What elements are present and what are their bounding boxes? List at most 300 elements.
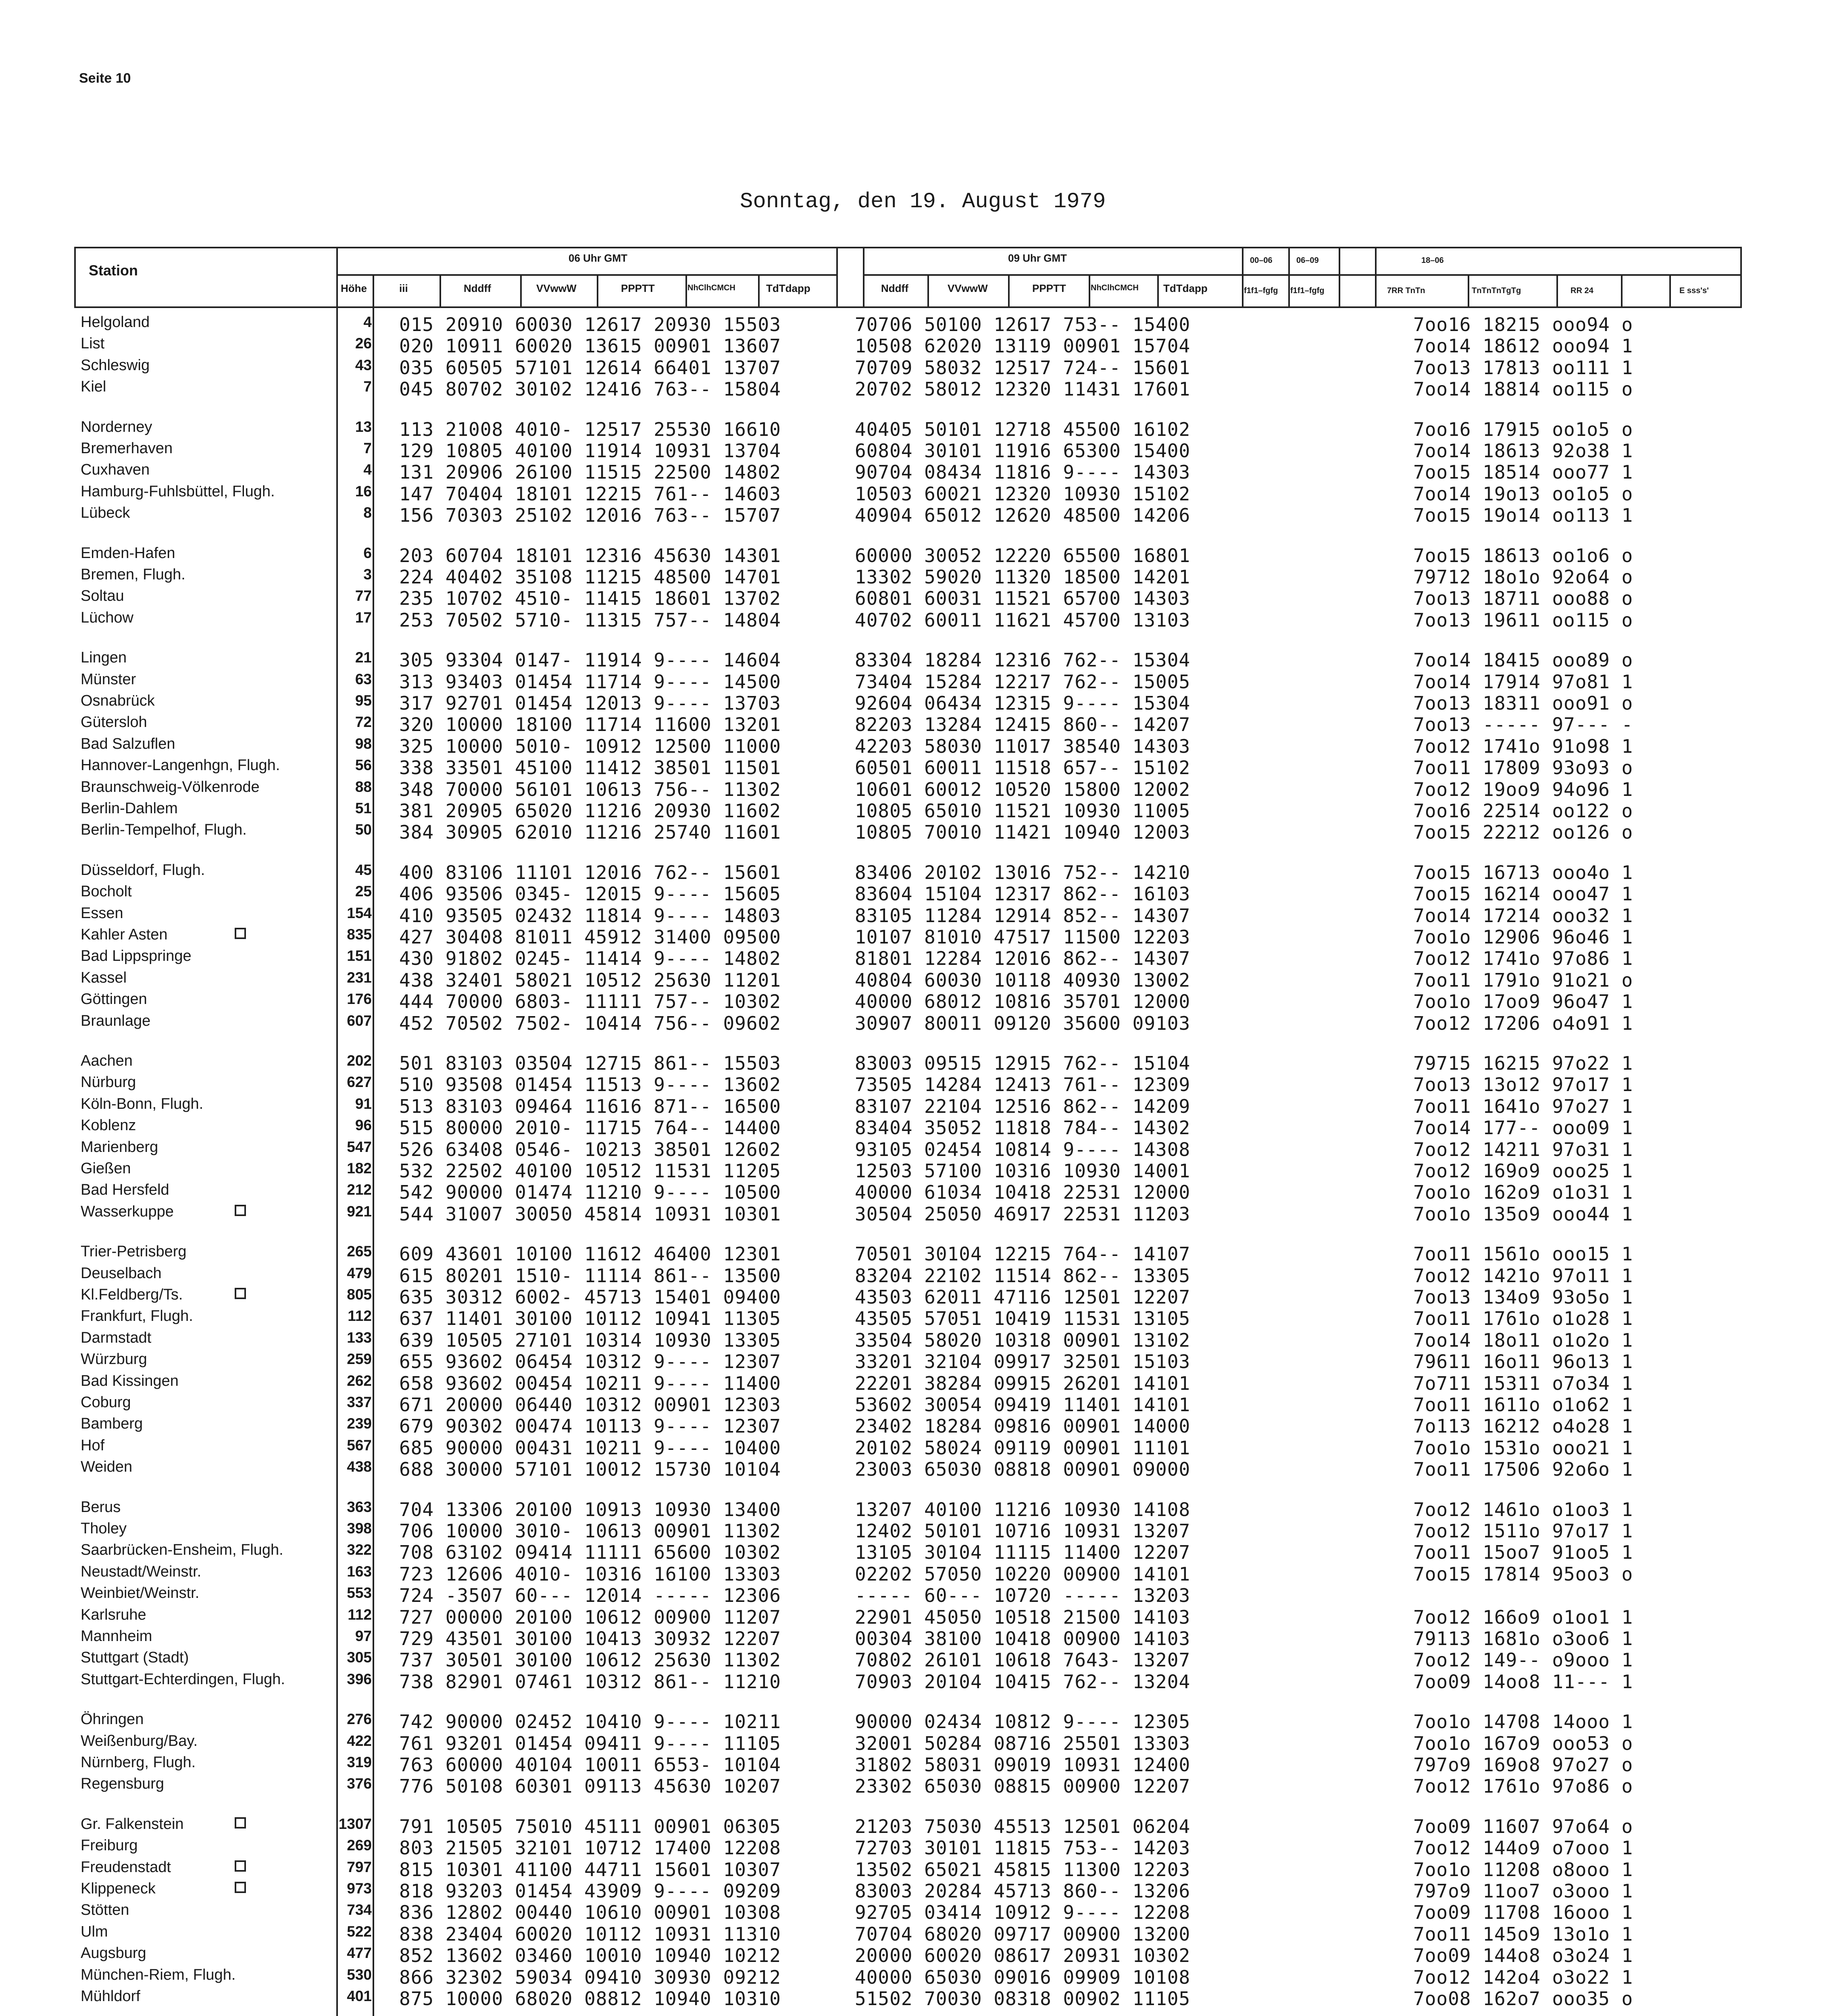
table-row <box>0 587 1833 610</box>
table-row <box>0 692 1833 714</box>
station-name: Karlsruhe <box>81 1606 146 1623</box>
obs-18-06: 7oo11 17506 92o6o 1 <box>1413 1458 1633 1481</box>
obs-09-utc: 42203 58030 11017 38540 14303 <box>855 735 1191 757</box>
obs-09-utc: 60801 60031 11521 65700 14303 <box>855 587 1191 610</box>
obs-18-06: 7oo11 145o9 13o1o 1 <box>1413 1923 1633 1945</box>
obs-18-06: 7oo08 162o7 ooo35 o <box>1413 1988 1633 2010</box>
obs-09-utc: 10601 60012 10520 15800 12002 <box>855 778 1191 800</box>
station-height: 88 <box>355 778 372 795</box>
station-name: München-Riem, Flugh. <box>81 1966 236 1983</box>
obs-18-06: 7oo12 169o9 ooo25 1 <box>1413 1160 1633 1182</box>
table-row <box>0 969 1833 991</box>
obs-18-06: 79712 18o1o 92o64 o <box>1413 566 1633 588</box>
obs-06-utc: 020 10911 60020 13615 00901 13607 <box>399 335 781 357</box>
obs-18-06: 7oo11 17809 93o93 o <box>1413 757 1633 779</box>
station-height: 553 <box>347 1585 372 1602</box>
obs-09-utc: 10805 70010 11421 10940 12003 <box>855 821 1191 843</box>
table-row <box>0 1880 1833 1902</box>
obs-06-utc: 688 30000 57101 10012 15730 10104 <box>399 1458 781 1481</box>
obs-06-utc: 526 63408 0546- 10213 38501 12602 <box>399 1138 781 1160</box>
obs-18-06: 7oo09 11708 16ooo 1 <box>1413 1901 1633 1924</box>
obs-09-utc: 83107 22104 12516 862-- 14209 <box>855 1095 1191 1117</box>
station-name: Helgoland <box>81 314 150 331</box>
obs-06-utc: 035 60505 57101 12614 66401 13707 <box>399 356 781 379</box>
obs-18-06: 7oo1o 14708 14ooo 1 <box>1413 1711 1633 1733</box>
obs-09-utc: 22201 38284 09915 26201 14101 <box>855 1372 1191 1394</box>
station-name: Göttingen <box>81 991 147 1008</box>
obs-06-utc: 544 31007 30050 45814 10931 10301 <box>399 1203 781 1225</box>
table-row <box>0 1775 1833 1797</box>
station-name: Koblenz <box>81 1117 136 1134</box>
obs-18-06: 7oo11 15oo7 91oo5 1 <box>1413 1541 1633 1564</box>
station-name: Klippeneck <box>81 1880 156 1897</box>
station-height: 45 <box>355 861 372 878</box>
page-label: Seite 10 <box>79 71 131 86</box>
obs-18-06: 7oo12 166o9 o1oo1 1 <box>1413 1606 1633 1628</box>
obs-06-utc: 410 93505 02432 11814 9---- 14803 <box>399 904 781 927</box>
station-height: 202 <box>347 1052 372 1069</box>
station-height: 6 <box>363 544 372 561</box>
station-height: 322 <box>347 1541 372 1558</box>
obs-06-utc: 348 70000 56101 10613 756-- 11302 <box>399 778 781 800</box>
obs-18-06: 7oo09 14oo8 11--- 1 <box>1413 1670 1633 1693</box>
table-row <box>0 440 1833 462</box>
obs-06-utc: 706 10000 3010- 10613 00901 11302 <box>399 1520 781 1542</box>
obs-18-06: 7oo14 177-- ooo09 1 <box>1413 1117 1633 1139</box>
obs-06-utc: 838 23404 60020 10112 10931 11310 <box>399 1923 781 1945</box>
station-height: 21 <box>355 649 372 666</box>
obs-09-utc: 60000 30052 12220 65500 16801 <box>855 544 1191 566</box>
obs-18-06: 7oo11 1561o ooo15 1 <box>1413 1243 1633 1265</box>
station-height: 734 <box>347 1901 372 1918</box>
station-height: 43 <box>355 356 372 373</box>
station-height: 259 <box>347 1351 372 1368</box>
station-name: Stuttgart-Echterdingen, Flugh. <box>81 1670 285 1688</box>
station-name: Nürburg <box>81 1074 136 1091</box>
obs-06-utc: 510 93508 01454 11513 9---- 13602 <box>399 1074 781 1096</box>
station-height: 363 <box>347 1498 372 1515</box>
obs-09-utc: 83404 35052 11818 784-- 14302 <box>855 1117 1191 1139</box>
obs-09-utc: 10107 81010 47517 11500 12203 <box>855 926 1191 948</box>
table-row <box>0 1437 1833 1459</box>
obs-18-06: 7oo14 17214 ooo32 1 <box>1413 904 1633 927</box>
obs-18-06: 7oo11 1611o o1o62 1 <box>1413 1394 1633 1416</box>
obs-06-utc: 727 00000 20100 10612 00900 11207 <box>399 1606 781 1628</box>
obs-09-utc: 93105 02454 10814 9---- 14308 <box>855 1138 1191 1160</box>
station-height: 319 <box>347 1754 372 1770</box>
obs-18-06: 7oo12 19oo9 94o96 1 <box>1413 778 1633 800</box>
obs-06-utc: 708 63102 09414 11111 65600 10302 <box>399 1541 781 1564</box>
header-1806: 18–06 <box>1421 256 1444 265</box>
station-height: 477 <box>347 1945 372 1962</box>
station-name: Tholey <box>81 1520 127 1537</box>
station-name: Mühldorf <box>81 1988 140 2005</box>
obs-06-utc: 658 93602 00454 10211 9---- 11400 <box>399 1372 781 1394</box>
obs-06-utc: 113 21008 4010- 12517 25530 16610 <box>399 418 781 440</box>
station-height: 56 <box>355 757 372 774</box>
station-height: 530 <box>347 1966 372 1983</box>
station-height: 77 <box>355 587 372 604</box>
obs-06-utc: 655 93602 06454 10312 9---- 12307 <box>399 1351 781 1373</box>
obs-09-utc: 83204 22102 11514 862-- 13305 <box>855 1264 1191 1287</box>
header-ff2: f1f1–fgfg <box>1290 286 1325 295</box>
obs-18-06: 79715 16215 97o22 1 <box>1413 1052 1633 1074</box>
station-name: Augsburg <box>81 1945 146 1962</box>
station-name: Stötten <box>81 1901 129 1919</box>
table-row <box>0 991 1833 1013</box>
obs-09-utc: 51502 70030 08318 00902 11105 <box>855 1988 1191 2010</box>
station-name: Münster <box>81 671 136 688</box>
header-06-ppptt: PPPTT <box>621 282 655 294</box>
obs-18-06: 7oo14 18612 ooo94 1 <box>1413 335 1633 357</box>
obs-18-06: 7oo12 1761o 97o86 o <box>1413 1775 1633 1797</box>
station-height: 805 <box>347 1286 372 1303</box>
station-name: Öhringen <box>81 1711 144 1728</box>
table-row <box>0 1351 1833 1373</box>
table-row <box>0 1732 1833 1754</box>
station-name: Hamburg-Fuhlsbüttel, Flugh. <box>81 483 275 500</box>
station-name: Bad Hersfeld <box>81 1181 169 1199</box>
obs-09-utc: 90000 02434 10812 9---- 12305 <box>855 1711 1191 1733</box>
table-row <box>0 1308 1833 1330</box>
square-icon <box>235 1817 246 1829</box>
obs-06-utc: 156 70303 25102 12016 763-- 15707 <box>399 504 781 527</box>
table-row <box>0 1329 1833 1351</box>
square-icon <box>235 1860 246 1872</box>
obs-18-06: 7oo12 17206 o4o91 1 <box>1413 1012 1633 1034</box>
table-row <box>0 904 1833 927</box>
table-row <box>0 483 1833 505</box>
header-09-tdtd: TdTdapp <box>1163 282 1208 294</box>
obs-09-utc: 10508 62020 13119 00901 15704 <box>855 335 1191 357</box>
table-row <box>0 609 1833 631</box>
obs-09-utc: 21203 75030 45513 12501 06204 <box>855 1815 1191 1837</box>
station-height: 627 <box>347 1074 372 1091</box>
station-height: 17 <box>355 609 372 626</box>
table-row <box>0 418 1833 440</box>
square-icon <box>235 928 246 939</box>
obs-18-06: 7oo11 1791o 91o21 o <box>1413 969 1633 991</box>
obs-06-utc: 430 91802 0245- 11414 9---- 14802 <box>399 948 781 970</box>
obs-18-06: 7oo13 ----- 97--- - <box>1413 714 1633 736</box>
table-row <box>0 1052 1833 1074</box>
obs-18-06: 79611 16o11 96o13 1 <box>1413 1351 1633 1373</box>
table-row <box>0 671 1833 693</box>
obs-09-utc: 33504 58020 10318 00901 13102 <box>855 1329 1191 1351</box>
station-height: 63 <box>355 671 372 687</box>
table-row <box>0 1138 1833 1160</box>
obs-09-utc: 82203 13284 12415 860-- 14207 <box>855 714 1191 736</box>
obs-18-06: 79113 1681o o3oo6 1 <box>1413 1628 1633 1649</box>
station-name: Hof <box>81 1437 105 1454</box>
table-row <box>0 544 1833 566</box>
obs-09-utc: 02202 57050 10220 00900 14101 <box>855 1563 1191 1585</box>
obs-09-utc: 40000 68012 10816 35701 12000 <box>855 991 1191 1013</box>
obs-09-utc: 30907 80011 09120 35600 09103 <box>855 1012 1191 1034</box>
header-06-vvwww: VVwwW <box>536 282 577 294</box>
obs-18-06: 7oo14 19o13 oo1o5 o <box>1413 483 1633 505</box>
obs-09-utc: 60501 60011 11518 657-- 15102 <box>855 757 1191 779</box>
station-name: Neustadt/Weinstr. <box>81 1563 202 1580</box>
obs-06-utc: 615 80201 1510- 11114 861-- 13500 <box>399 1264 781 1287</box>
obs-09-utc: 40804 60030 10118 40930 13002 <box>855 969 1191 991</box>
station-name: Freudenstadt <box>81 1858 171 1876</box>
station-height: 231 <box>347 969 372 986</box>
obs-06-utc: 147 70404 18101 12215 761-- 14603 <box>399 483 781 505</box>
table-row <box>0 356 1833 379</box>
obs-06-utc: 542 90000 01474 11210 9---- 10500 <box>399 1181 781 1204</box>
obs-18-06: 7oo15 22212 oo126 o <box>1413 821 1633 843</box>
station-name: Nürnberg, Flugh. <box>81 1754 196 1771</box>
table-row <box>0 821 1833 843</box>
table-row <box>0 1415 1833 1437</box>
station-name: Marienberg <box>81 1138 158 1156</box>
obs-18-06: 7oo1o 12906 96o46 1 <box>1413 926 1633 948</box>
obs-06-utc: 235 10702 4510- 11415 18601 13702 <box>399 587 781 610</box>
station-height: 239 <box>347 1415 372 1432</box>
table-row <box>0 1117 1833 1139</box>
obs-18-06: 7oo15 16214 ooo47 1 <box>1413 883 1633 905</box>
obs-06-utc: 305 93304 0147- 11914 9---- 14604 <box>399 649 781 671</box>
table-row <box>0 1243 1833 1265</box>
obs-18-06: 7oo16 22514 oo122 o <box>1413 800 1633 822</box>
obs-06-utc: 513 83103 09464 11616 871-- 16500 <box>399 1095 781 1117</box>
station-name: Soltau <box>81 587 124 605</box>
station-height: 95 <box>355 692 372 709</box>
obs-18-06: 7oo1o 162o9 o1o31 1 <box>1413 1181 1633 1204</box>
station-height: 16 <box>355 483 372 500</box>
obs-09-utc: 20702 58012 12320 11431 17601 <box>855 378 1191 400</box>
obs-09-utc: 83604 15104 12317 862-- 16103 <box>855 883 1191 905</box>
table-row <box>0 1606 1833 1628</box>
obs-18-06: 7oo12 149-- o9ooo 1 <box>1413 1649 1633 1671</box>
table-row <box>0 1945 1833 1967</box>
obs-06-utc: 381 20905 65020 11216 20930 11602 <box>399 800 781 822</box>
table-row <box>0 1628 1833 1649</box>
obs-18-06: 7oo14 18613 92o38 1 <box>1413 440 1633 462</box>
station-height: 973 <box>347 1880 372 1897</box>
obs-09-utc: 70903 20104 10415 762-- 13204 <box>855 1670 1191 1693</box>
table-row <box>0 1286 1833 1308</box>
station-name: Ulm <box>81 1923 108 1940</box>
obs-18-06: 7oo12 1421o 97o11 1 <box>1413 1264 1633 1287</box>
obs-06-utc: 406 93506 0345- 12015 9---- 15605 <box>399 883 781 905</box>
station-name: Bamberg <box>81 1415 143 1433</box>
table-row <box>0 649 1833 671</box>
station-height: 269 <box>347 1837 372 1854</box>
station-name: Gießen <box>81 1160 131 1177</box>
station-name: Cuxhaven <box>81 461 150 479</box>
station-name: Stuttgart (Stadt) <box>81 1649 189 1666</box>
obs-09-utc: 30504 25050 46917 22531 11203 <box>855 1203 1191 1225</box>
station-height: 182 <box>347 1160 372 1177</box>
station-height: 7 <box>363 378 372 395</box>
obs-09-utc: 22901 45050 10518 21500 14103 <box>855 1606 1191 1628</box>
station-name: Kahler Asten <box>81 926 168 943</box>
obs-18-06: 7oo1o 1531o ooo21 1 <box>1413 1437 1633 1459</box>
header-09-nhcl: NhClhCMCH <box>1091 283 1139 292</box>
obs-18-06: 7oo15 18613 oo1o6 o <box>1413 544 1633 566</box>
obs-06-utc: 320 10000 18100 11714 11600 13201 <box>399 714 781 736</box>
obs-06-utc: 515 80000 2010- 11715 764-- 14400 <box>399 1117 781 1139</box>
header-rr: RR 24 <box>1571 286 1593 295</box>
header-06-nhcl: NhClhCMCH <box>687 283 735 292</box>
station-height: 265 <box>347 1243 372 1260</box>
station-name: Weinbiet/Weinstr. <box>81 1585 200 1602</box>
obs-09-utc: 32001 50284 08716 25501 13303 <box>855 1732 1191 1754</box>
station-height: 276 <box>347 1711 372 1728</box>
table-row <box>0 1858 1833 1881</box>
table-row <box>0 1372 1833 1394</box>
station-name: Osnabrück <box>81 692 155 709</box>
obs-06-utc: 045 80702 30102 12416 763-- 15804 <box>399 378 781 400</box>
header-0006: 00–06 <box>1250 256 1273 265</box>
station-height: 51 <box>355 800 372 816</box>
station-name: Lingen <box>81 649 127 666</box>
obs-06-utc: 438 32401 58021 10512 25630 11201 <box>399 969 781 991</box>
station-height: 479 <box>347 1264 372 1281</box>
station-name: Norderney <box>81 418 152 435</box>
obs-09-utc: 12503 57100 10316 10930 14001 <box>855 1160 1191 1182</box>
obs-09-utc: 92705 03414 10912 9---- 12208 <box>855 1901 1191 1924</box>
table-row <box>0 1012 1833 1034</box>
obs-06-utc: 723 12606 4010- 10316 16100 13303 <box>399 1563 781 1585</box>
table-row <box>0 378 1833 400</box>
station-name: Aachen <box>81 1052 133 1069</box>
obs-09-utc: 92604 06434 12315 9---- 15304 <box>855 692 1191 714</box>
station-height: 212 <box>347 1181 372 1198</box>
obs-06-utc: 203 60704 18101 12316 45630 14301 <box>399 544 781 566</box>
obs-06-utc: 679 90302 00474 10113 9---- 12307 <box>399 1415 781 1437</box>
table-row <box>0 1988 1833 2010</box>
obs-09-utc: 43503 62011 47116 12501 12207 <box>855 1286 1191 1308</box>
obs-18-06: 7oo1o 17oo9 96o47 1 <box>1413 991 1633 1013</box>
table-row <box>0 948 1833 970</box>
obs-09-utc: 70501 30104 12215 764-- 14107 <box>855 1243 1191 1265</box>
table-row <box>0 800 1833 822</box>
obs-06-utc: 400 83106 11101 12016 762-- 15601 <box>399 861 781 883</box>
obs-09-utc: 13207 40100 11216 10930 14108 <box>855 1498 1191 1520</box>
station-height: 607 <box>347 1012 372 1029</box>
station-height: 835 <box>347 926 372 943</box>
station-name: Kl.Feldberg/Ts. <box>81 1286 183 1303</box>
station-name: Kiel <box>81 378 106 396</box>
table-row <box>0 1711 1833 1733</box>
station-height: 567 <box>347 1437 372 1454</box>
header-tmtm: TnTnTnTgTg <box>1472 286 1521 295</box>
obs-09-utc: 43505 57051 10419 11531 13105 <box>855 1308 1191 1330</box>
obs-18-06: 7oo15 18514 ooo77 1 <box>1413 461 1633 483</box>
station-name: Berlin-Dahlem <box>81 800 178 817</box>
obs-18-06: 7oo16 17915 oo1o5 o <box>1413 418 1633 440</box>
obs-09-utc: 70802 26101 10618 7643- 13207 <box>855 1649 1191 1671</box>
station-height: 163 <box>347 1563 372 1580</box>
obs-18-06: 7oo14 17914 97o81 1 <box>1413 671 1633 693</box>
table-row <box>0 1394 1833 1416</box>
obs-06-utc: 738 82901 07461 10312 861-- 11210 <box>399 1670 781 1693</box>
station-name: Bocholt <box>81 883 132 900</box>
station-name: Gütersloh <box>81 714 147 731</box>
table-row <box>0 1815 1833 1837</box>
obs-06-utc: 129 10805 40100 11914 10931 13704 <box>399 440 781 462</box>
obs-09-utc: 73505 14284 12413 761-- 12309 <box>855 1074 1191 1096</box>
obs-06-utc: 852 13602 03460 10010 10940 10212 <box>399 1945 781 1967</box>
obs-18-06: 7oo09 144o8 o3o24 1 <box>1413 1945 1633 1967</box>
table-row <box>0 861 1833 883</box>
station-name: Weißenburg/Bay. <box>81 1732 198 1749</box>
station-name: Kassel <box>81 969 127 986</box>
obs-18-06: 7o113 16212 o4o28 1 <box>1413 1415 1633 1437</box>
station-height: 91 <box>355 1095 372 1112</box>
obs-18-06: 7oo14 18415 ooo89 o <box>1413 649 1633 671</box>
obs-06-utc: 637 11401 30100 10112 10941 11305 <box>399 1308 781 1330</box>
obs-09-utc: 13502 65021 45815 11300 12203 <box>855 1858 1191 1881</box>
header-group-06: 06 Uhr GMT <box>569 252 627 264</box>
obs-09-utc: 00304 38100 10418 00900 14103 <box>855 1628 1191 1649</box>
obs-06-utc: 729 43501 30100 10413 30932 12207 <box>399 1628 781 1649</box>
obs-09-utc: 72703 30101 11815 753-- 14203 <box>855 1837 1191 1859</box>
obs-09-utc: ----- 60--- 10720 ----- 13203 <box>855 1585 1191 1607</box>
obs-09-utc: 23402 18284 09816 00901 14000 <box>855 1415 1191 1437</box>
station-height: 262 <box>347 1372 372 1389</box>
obs-09-utc: 90704 08434 11816 9---- 14303 <box>855 461 1191 483</box>
station-name: Braunlage <box>81 1012 151 1029</box>
obs-18-06: 7oo12 1511o 97o17 1 <box>1413 1520 1633 1542</box>
page-title: Sonntag, den 19. August 1979 <box>740 190 1106 214</box>
station-name: Braunschweig-Völkenrode <box>81 778 260 796</box>
obs-06-utc: 635 30312 6002- 45713 15401 09400 <box>399 1286 781 1308</box>
obs-06-utc: 639 10505 27101 10314 10930 13305 <box>399 1329 781 1351</box>
table-row <box>0 1498 1833 1520</box>
obs-06-utc: 685 90000 00431 10211 9---- 10400 <box>399 1437 781 1459</box>
obs-06-utc: 742 90000 02452 10410 9---- 10211 <box>399 1711 781 1733</box>
table-row <box>0 1901 1833 1924</box>
station-height: 396 <box>347 1670 372 1687</box>
obs-18-06: 7oo11 1641o 97o27 1 <box>1413 1095 1633 1117</box>
table-row <box>0 1181 1833 1204</box>
station-height: 1307 <box>338 1815 372 1832</box>
station-height: 25 <box>355 883 372 900</box>
station-name: Darmstadt <box>81 1329 152 1346</box>
header-hoehe: Höhe <box>341 282 367 294</box>
station-name: List <box>81 335 105 352</box>
table-row <box>0 1966 1833 1988</box>
obs-18-06: 7oo13 13o12 97o17 1 <box>1413 1074 1633 1096</box>
obs-09-utc: 70706 50100 12617 753-- 15400 <box>855 314 1191 335</box>
obs-06-utc: 131 20906 26100 11515 22500 14802 <box>399 461 781 483</box>
station-name: Schleswig <box>81 356 150 374</box>
obs-09-utc: 20102 58024 09119 00901 11101 <box>855 1437 1191 1459</box>
obs-18-06: 7oo12 1461o o1oo3 1 <box>1413 1498 1633 1520</box>
header-06-tdtd: TdTdapp <box>766 282 810 294</box>
station-name: Düsseldorf, Flugh. <box>81 861 205 879</box>
station-name: Gr. Falkenstein <box>81 1815 184 1833</box>
obs-18-06: 7oo14 18814 oo115 o <box>1413 378 1633 400</box>
obs-09-utc: 53602 30054 09419 11401 14101 <box>855 1394 1191 1416</box>
table-row <box>0 335 1833 357</box>
table-row <box>0 1095 1833 1117</box>
obs-18-06: 7oo12 1741o 91o98 1 <box>1413 735 1633 757</box>
obs-06-utc: 427 30408 81011 45912 31400 09500 <box>399 926 781 948</box>
station-height: 133 <box>347 1329 372 1346</box>
obs-06-utc: 671 20000 06440 10312 00901 12303 <box>399 1394 781 1416</box>
obs-09-utc: 33201 32104 09917 32501 15103 <box>855 1351 1191 1373</box>
obs-06-utc: 384 30905 62010 11216 25740 11601 <box>399 821 781 843</box>
station-name: Freiburg <box>81 1837 138 1854</box>
obs-09-utc: 13302 59020 11320 18500 14201 <box>855 566 1191 588</box>
station-name: Berlin-Tempelhof, Flugh. <box>81 821 247 839</box>
obs-09-utc: 81801 12284 12016 862-- 14307 <box>855 948 1191 970</box>
